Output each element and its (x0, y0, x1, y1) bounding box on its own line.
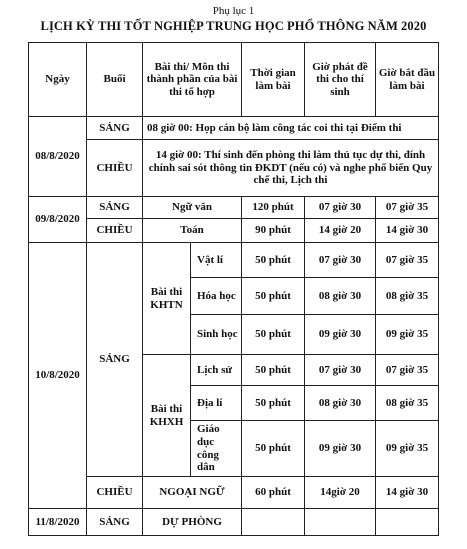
paper-time-cell: 07 giờ 30 (305, 197, 376, 219)
table-row (29, 140, 439, 197)
table-row (29, 243, 439, 278)
table-row (29, 477, 439, 509)
duration-cell: 50 phút (242, 243, 305, 278)
appendix-label: Phụ lục 1 (212, 5, 255, 17)
start-time-cell: 09 giờ 35 (376, 421, 439, 477)
paper-time-cell: 09 giờ 30 (305, 421, 376, 477)
paper-time-cell: 07 giờ 30 (305, 243, 376, 278)
session-cell: SÁNG (87, 197, 143, 219)
session-cell: CHIỀU (87, 219, 143, 243)
paper-time-cell: 14giờ 20 (305, 477, 376, 509)
meeting-note: 08 giờ 00: Họp cán bộ làm công tác coi thi tại Điểm thi (143, 117, 439, 140)
table-row (29, 117, 439, 140)
subject-cell: Hóa học (191, 278, 242, 315)
session-cell: SÁNG (87, 243, 143, 477)
duration-cell: 50 phút (242, 278, 305, 315)
duration-cell: 90 phút (242, 219, 305, 243)
start-time-cell: 07 giờ 35 (376, 197, 439, 219)
duration-cell: 50 phút (242, 355, 305, 386)
subject-cell: Vật lí (191, 243, 242, 278)
subject-cell: Giáo dục công dân (191, 421, 242, 477)
start-time-cell: 07 giờ 35 (376, 355, 439, 386)
exam-group-label: Bài thi KHXH (143, 355, 191, 477)
paper-time-cell: 07 giờ 30 (305, 355, 376, 386)
start-time-cell: 08 giờ 35 (376, 386, 439, 421)
header-paper-time: Giờ phát đề thi cho thí sinh (305, 43, 376, 117)
header-start-time: Giờ bắt đầu làm bài (376, 43, 439, 117)
checkin-note: 14 giờ 00: Thí sinh đến phòng thi làm thủ tục dự thi, đính chính sai sót thông tin ĐKDT (nếu có) và nghe phổ biến Quy chế thi, Lịch thi (143, 140, 439, 197)
start-time-cell: 14 giờ 30 (376, 477, 439, 509)
page-title: LỊCH KỲ THI TỐT NGHIỆP TRUNG HỌC PHỔ THÔNG NĂM 2020 (40, 19, 427, 33)
session-cell: CHIỀU (87, 140, 143, 197)
subject-cell: Địa lí (191, 386, 242, 421)
header-session: Buổi (87, 43, 143, 117)
duration-cell: 120 phút (242, 197, 305, 219)
date-cell: 08/8/2020 (29, 117, 87, 197)
start-time-cell: 08 giờ 35 (376, 278, 439, 315)
empty-cell (376, 509, 439, 536)
empty-cell (242, 509, 305, 536)
header-date: Ngày (29, 43, 87, 117)
subject-cell: Ngữ văn (143, 197, 242, 219)
duration-cell: 50 phút (242, 421, 305, 477)
header-row (29, 43, 439, 117)
session-cell: SÁNG (87, 509, 143, 536)
duration-cell: 50 phút (242, 315, 305, 355)
table-row (29, 219, 439, 243)
subject-cell: Toán (143, 219, 242, 243)
header-duration: Thời gian làm bài (242, 43, 305, 117)
paper-time-cell: 09 giờ 30 (305, 315, 376, 355)
duration-cell: 60 phút (242, 477, 305, 509)
paper-time-cell: 14 giờ 20 (305, 219, 376, 243)
paper-time-cell: 08 giờ 30 (305, 278, 376, 315)
table-row (29, 197, 439, 219)
empty-cell (305, 509, 376, 536)
subject-cell: Lịch sử (191, 355, 242, 386)
start-time-cell: 09 giờ 35 (376, 315, 439, 355)
date-cell: 11/8/2020 (29, 509, 87, 536)
table-row (29, 509, 439, 536)
exam-group-label: Bài thi KHTN (143, 243, 191, 355)
subject-cell: Sinh học (191, 315, 242, 355)
duration-cell: 50 phút (242, 386, 305, 421)
paper-time-cell: 08 giờ 30 (305, 386, 376, 421)
session-cell: CHIỀU (87, 477, 143, 509)
start-time-cell: 14 giờ 30 (376, 219, 439, 243)
start-time-cell: 07 giờ 35 (376, 243, 439, 278)
date-cell: 10/8/2020 (29, 243, 87, 509)
exam-schedule-table (28, 42, 439, 536)
subject-cell: DỰ PHÒNG (143, 509, 242, 536)
subject-cell: NGOẠI NGỮ (143, 477, 242, 509)
session-cell: SÁNG (87, 117, 143, 140)
header-subject: Bài thi/ Môn thi thành phần của bài thi tổ hợp (143, 43, 242, 117)
date-cell: 09/8/2020 (29, 197, 87, 243)
